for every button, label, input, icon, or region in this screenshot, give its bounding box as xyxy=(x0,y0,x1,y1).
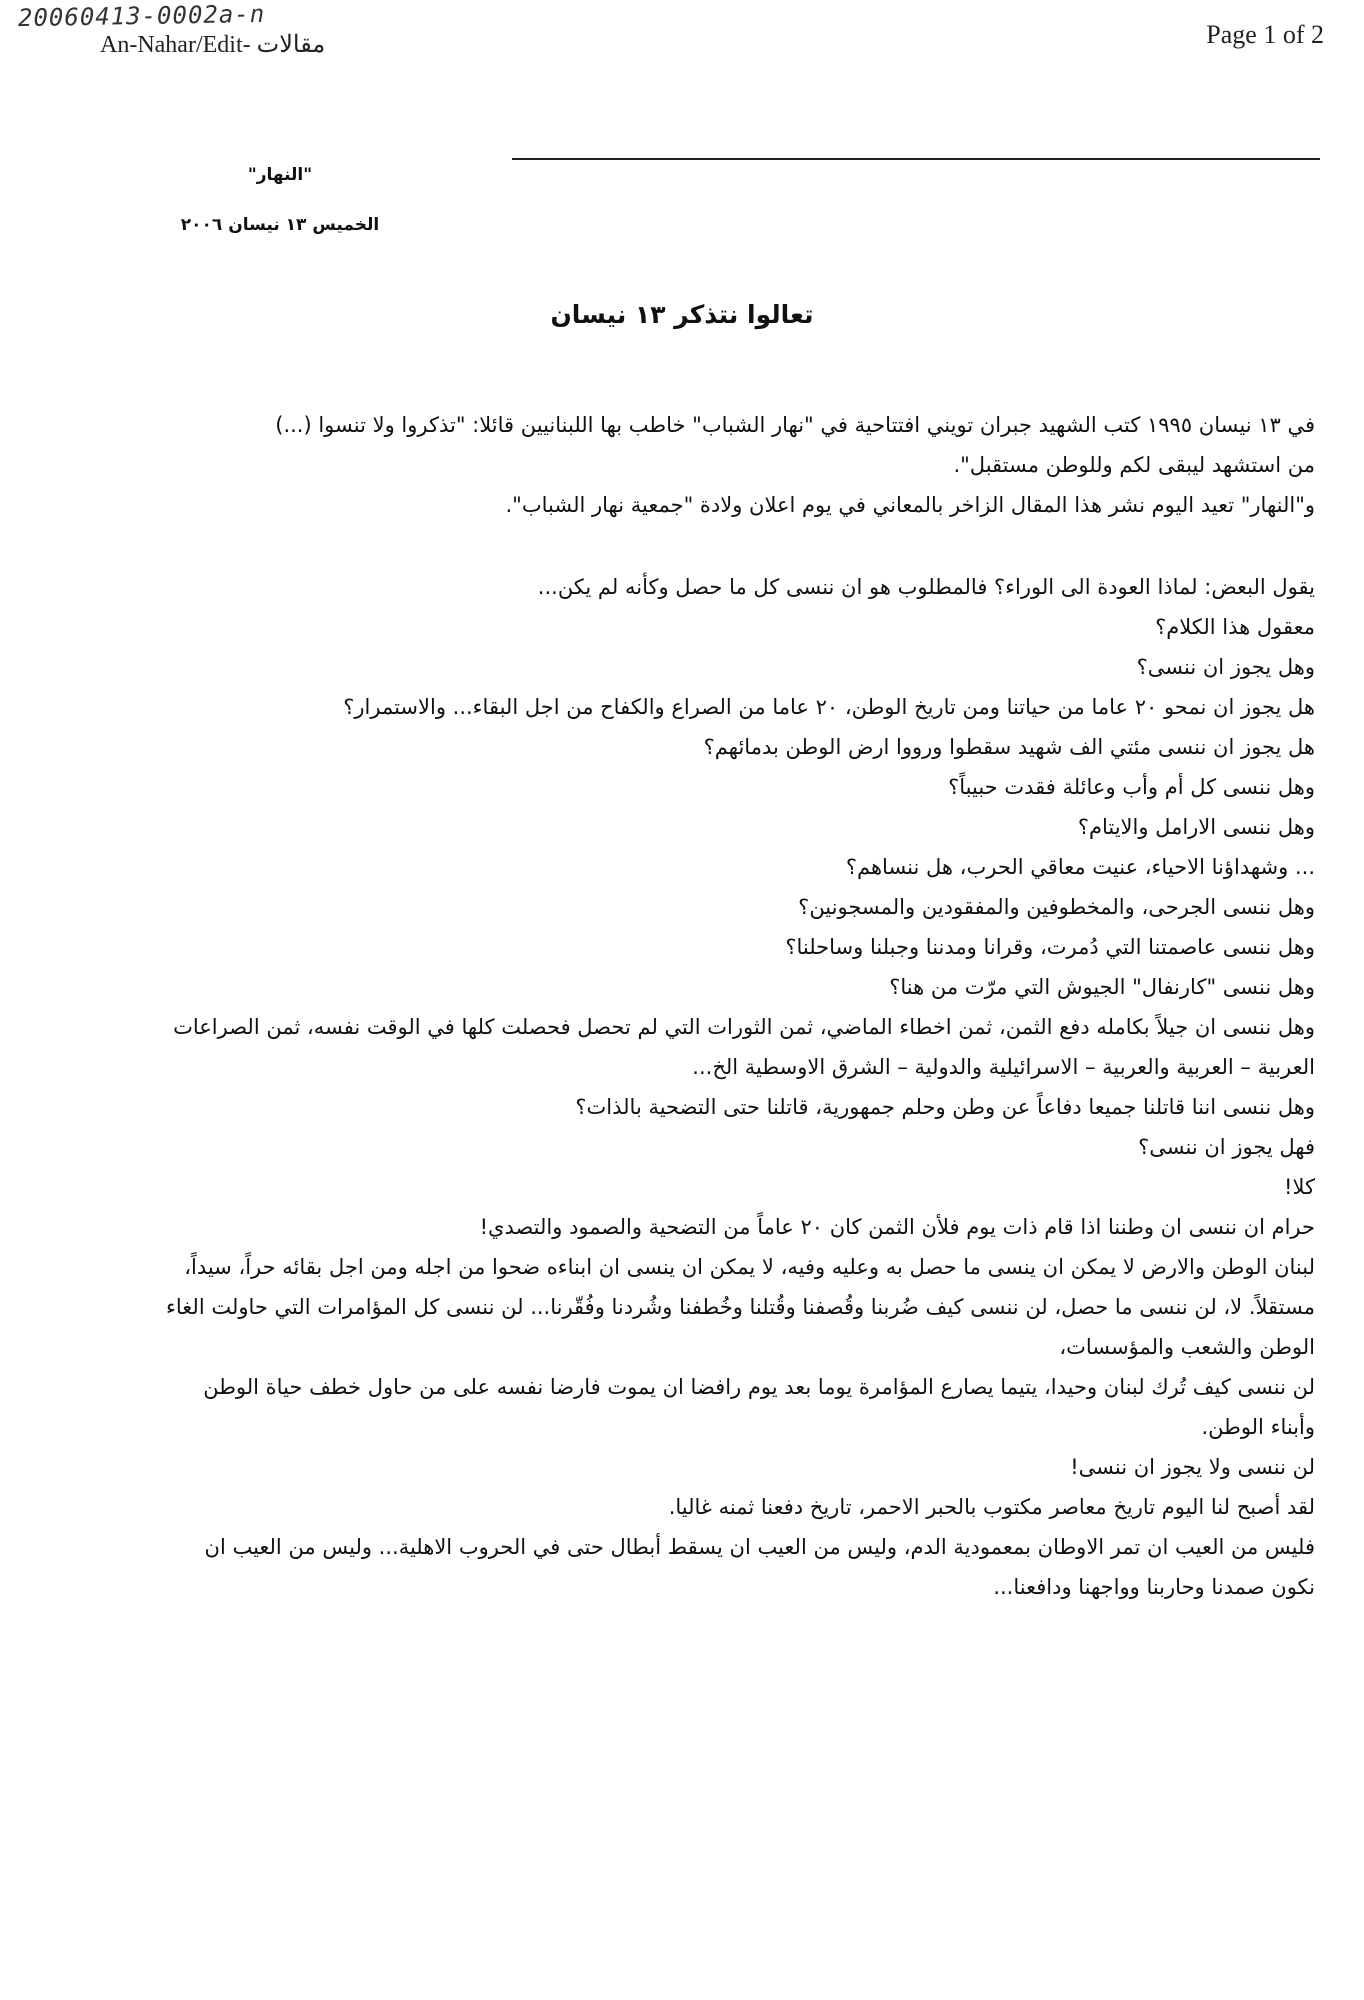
body-paragraph: لقد أصبح لنا اليوم تاريخ معاصر مكتوب بالحبر الاحمر، تاريخ دفعنا ثمنه غاليا. xyxy=(668,1495,1315,1519)
body-paragraph: وهل يجوز ان ننسى؟ xyxy=(1136,655,1315,679)
source-label: An-Nahar/Edit- مقالات xyxy=(100,32,326,58)
article-title: تعالوا نتذكر ١٣ نيسان xyxy=(550,300,814,329)
masthead xyxy=(150,150,410,250)
body-paragraph: فليس من العيب ان تمر الاوطان بمعمودية الدم، وليس من العيب ان يسقط أبطال حتى في الحروب الاهلية... وليس من العيب ان نكون صمدنا وحاربنا وواجهنا ودافعنا... xyxy=(204,1535,1315,1599)
body-paragraph: هل يجوز ان نمحو ٢٠ عاما من حياتنا ومن تاريخ الوطن، ٢٠ عاما من الصراع والكفاح من اجل البقاء... والاستمرار؟ xyxy=(343,695,1315,719)
publication-date: الخميس ١٣ نيسان ٢٠٠٦ xyxy=(180,215,380,235)
body-paragraph: وهل ننسى "كارنفال" الجيوش التي مرّت من هنا؟ xyxy=(889,975,1315,999)
body-paragraph: وهل ننسى اننا قاتلنا جميعا دفاعاً عن وطن وحلم جمهورية، قاتلنا حتى التضحية بالذات؟ xyxy=(575,1095,1315,1119)
handwritten-annotation: 20060413-0002a-n xyxy=(17,0,266,33)
body-paragraph: حرام ان ننسى ان وطننا اذا قام ذات يوم فلأن الثمن كان ٢٠ عاماً من التضحية والصمود والتصدي! xyxy=(479,1215,1315,1239)
page-number: Page 1 of 2 xyxy=(1206,20,1324,49)
intro-paragraph: و"النهار" تعيد اليوم نشر هذا المقال الزاخر بالمعاني في يوم اعلان ولادة "جمعية نهار الشباب". xyxy=(505,493,1315,517)
body-paragraph: معقول هذا الكلام؟ xyxy=(1155,615,1315,639)
body-paragraph: ... وشهداؤنا الاحياء، عنيت معاقي الحرب، هل ننساهم؟ xyxy=(845,855,1315,879)
article-body xyxy=(155,405,1315,1607)
body-paragraph: وهل ننسى الجرحى، والمخطوفين والمفقودين والمسجونين؟ xyxy=(798,895,1315,919)
body-paragraph: هل يجوز ان ننسى مئتي الف شهيد سقطوا ورووا ارض الوطن بدمائهم؟ xyxy=(703,735,1315,759)
body-paragraph: لن ننسى كيف تُرك لبنان وحيدا، يتيما يصارع المؤامرة يوما بعد يوم رافضا ان يموت فارضا نفسه على من حاول خطف حياة الوطن وأبناء الوطن. xyxy=(203,1375,1315,1439)
intro-paragraph: في ١٣ نيسان ١٩٩٥ كتب الشهيد جبران تويني افتتاحية في "نهار الشباب" خاطب بها اللبنانيين قائلا: "تذكروا ولا تنسوا (...) xyxy=(275,413,1315,437)
body-paragraph: وهل ننسى كل أم وأب وعائلة فقدت حبيباً؟ xyxy=(948,775,1315,799)
body-paragraph: لن ننسى ولا يجوز ان ننسى! xyxy=(1070,1455,1315,1479)
paragraph-gap xyxy=(155,525,1315,567)
body-paragraph: فهل يجوز ان ننسى؟ xyxy=(1138,1135,1315,1159)
body-paragraph: وهل ننسى عاصمتنا التي دُمرت، وقرانا ومدننا وجبلنا وساحلنا؟ xyxy=(785,935,1315,959)
body-paragraph: وهل ننسى ان جيلاً بكامله دفع الثمن، ثمن اخطاء الماضي، ثمن الثورات التي لم تحصل فحصلت كلها في الوقت نفسه، ثمن الصراعات العربية – العربية والعربية – الاسرائيلية والدولية – الشرق الاوسطية الخ... xyxy=(173,1015,1315,1079)
publication-name: "النهار" xyxy=(247,165,313,185)
intro-paragraph: من استشهد ليبقى لكم وللوطن مستقبل". xyxy=(953,453,1315,477)
body-paragraph: كلا! xyxy=(1284,1175,1315,1199)
body-paragraph: يقول البعض: لماذا العودة الى الوراء؟ فالمطلوب هو ان ننسى كل ما حصل وكأنه لم يكن... xyxy=(537,575,1315,599)
body-paragraph: لبنان الوطن والارض لا يمكن ان ينسى ما حصل به وعليه وفيه، لا يمكن ان ينسى ان ابناءه ضحوا من اجله ومن اجل بقائه حراً، سيداً، مستقلاً. لا، لن ننسى ما حصل، لن ننسى كيف ضُربنا وقُصفنا وقُتلنا وخُطفنا وشُردنا وفُقّرنا... لن ننسى كل المؤامرات التي حاولت الغاء الوطن والشعب والمؤسسات، xyxy=(166,1255,1315,1359)
header-rule xyxy=(512,158,1320,160)
body-paragraph: وهل ننسى الارامل والايتام؟ xyxy=(1077,815,1315,839)
